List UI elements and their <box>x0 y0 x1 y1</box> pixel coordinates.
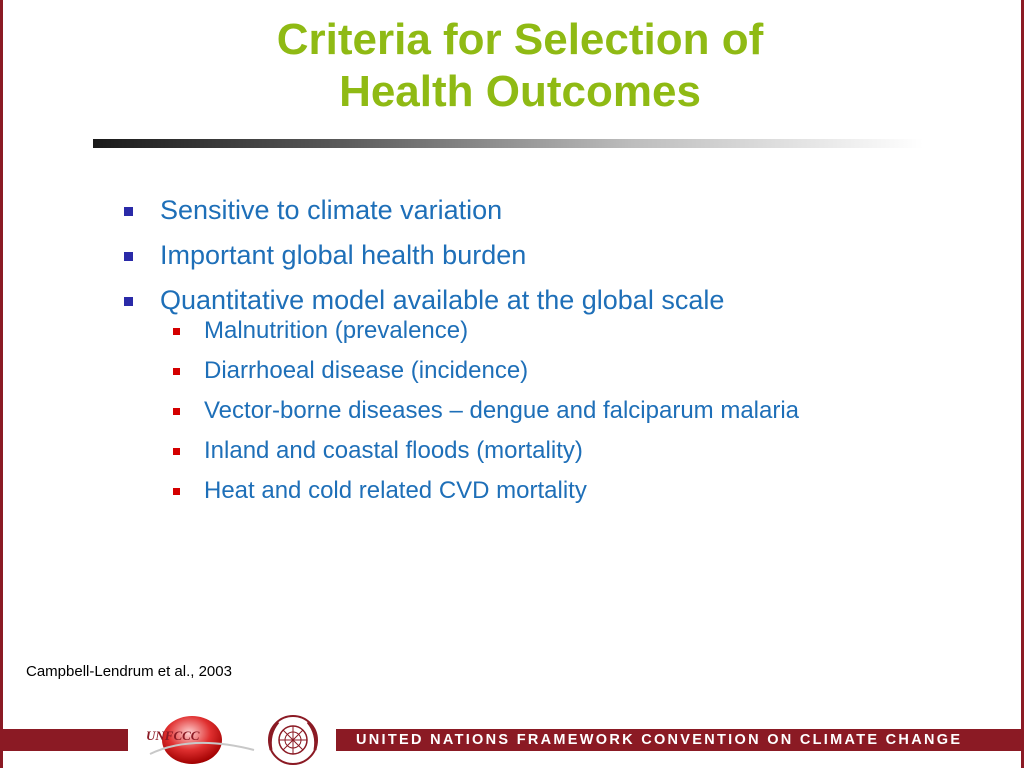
un-emblem-logo <box>262 714 324 766</box>
unfccc-logo <box>132 714 258 766</box>
small-square-bullet-icon <box>173 448 180 455</box>
sub-bullet-list <box>122 314 842 508</box>
sub-bullet-item <box>166 434 842 468</box>
bullet-list <box>122 194 842 514</box>
footer-banner-text: UNITED NATIONS FRAMEWORK CONVENTION ON CLIMATE CHANGE <box>356 732 963 748</box>
slide-left-border <box>0 0 3 768</box>
sub-bullet-text: Inland and coastal floods (mortality) <box>204 437 583 464</box>
sub-bullet-text: Malnutrition (prevalence) <box>204 317 469 344</box>
square-bullet-icon <box>124 252 133 261</box>
sub-bullet-text: Heat and cold related CVD mortality <box>204 477 587 504</box>
footer-band-left <box>0 729 128 751</box>
title-line-2: Health Outcomes <box>339 67 701 116</box>
sub-bullet-item <box>166 354 842 388</box>
small-square-bullet-icon <box>173 488 180 495</box>
square-bullet-icon <box>124 207 133 216</box>
sub-bullet-text: Diarrhoeal disease (incidence) <box>204 357 529 384</box>
svg-text:UNFCCC: UNFCCC <box>146 728 200 743</box>
bullet-item <box>122 284 842 316</box>
bullet-text: Important global health burden <box>160 240 527 270</box>
small-square-bullet-icon <box>173 368 180 375</box>
citation: Campbell-Lendrum et al., 2003 <box>26 663 232 680</box>
footer-banner <box>0 712 1024 768</box>
sub-bullet-text: Vector-borne diseases – dengue and falciparum malaria <box>204 397 800 424</box>
sub-bullet-item <box>166 394 804 428</box>
square-bullet-icon <box>124 297 133 306</box>
bullet-text: Sensitive to climate variation <box>160 195 503 225</box>
small-square-bullet-icon <box>173 408 180 415</box>
title-line-1: Criteria for Selection of <box>276 15 764 64</box>
bullet-text: Quantitative model available at the global scale <box>160 285 725 315</box>
sub-bullet-item <box>166 474 842 508</box>
small-square-bullet-icon <box>173 328 180 335</box>
sub-bullet-item <box>166 314 842 348</box>
title-divider <box>93 139 923 148</box>
slide-title <box>120 14 920 118</box>
bullet-item <box>122 239 842 271</box>
bullet-item <box>122 194 842 226</box>
